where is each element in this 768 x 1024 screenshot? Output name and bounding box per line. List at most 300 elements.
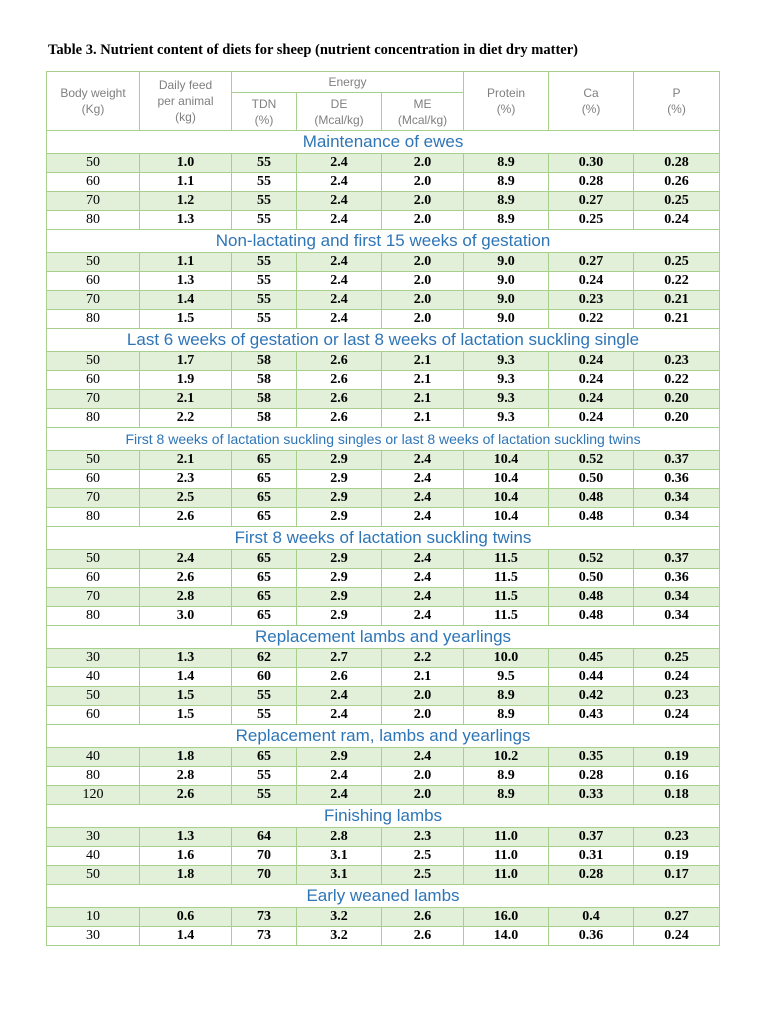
table-cell: 50 [47,352,140,371]
header-line: Body weight [60,86,126,100]
table-cell: 120 [47,786,140,805]
table-cell: 0.52 [549,550,634,569]
col-header-protein [464,72,549,131]
table-cell: 2.6 [382,927,464,946]
table-row [47,211,720,230]
table-cell: 0.34 [634,607,720,626]
table-cell: 2.4 [297,173,382,192]
table-cell: 9.3 [464,409,549,428]
table-cell: 65 [232,470,297,489]
table-cell: 1.4 [140,668,232,687]
header-line: per animal [157,94,214,108]
table-cell: 2.2 [382,649,464,668]
table-cell: 0.35 [549,748,634,767]
col-header-p [634,72,720,131]
table-cell: 0.20 [634,409,720,428]
table-cell: 0.24 [549,272,634,291]
section-row [47,626,720,649]
table-cell: 0.34 [634,508,720,527]
table-cell: 2.9 [297,470,382,489]
table-cell: 1.2 [140,192,232,211]
table-cell: 2.4 [297,154,382,173]
table-cell: 60 [47,706,140,725]
table-cell: 0.21 [634,310,720,329]
table-cell: 30 [47,927,140,946]
table-cell: 1.1 [140,173,232,192]
table-cell: 2.8 [140,767,232,786]
table-cell: 40 [47,748,140,767]
table-row [47,569,720,588]
col-header-de [297,93,382,131]
table-cell: 0.23 [634,828,720,847]
table-cell: 9.3 [464,390,549,409]
table-cell: 2.9 [297,607,382,626]
table-cell: 2.4 [297,310,382,329]
table-cell: 2.1 [382,409,464,428]
header-line: Ca [583,86,599,100]
table-row [47,272,720,291]
col-header-energy [232,72,464,93]
table-row [47,352,720,371]
table-cell: 11.0 [464,828,549,847]
table-cell: 1.4 [140,291,232,310]
table-row [47,310,720,329]
table-cell: 2.4 [382,489,464,508]
table-cell: 2.1 [382,390,464,409]
table-cell: 2.4 [140,550,232,569]
table-cell: 0.34 [634,588,720,607]
table-cell: 73 [232,927,297,946]
table-cell: 2.1 [382,668,464,687]
table-cell: 2.4 [297,767,382,786]
table-cell: 10.4 [464,470,549,489]
section-title: Replacement ram, lambs and yearlings [47,725,720,748]
table-cell: 0.34 [634,489,720,508]
table-cell: 16.0 [464,908,549,927]
table-row [47,668,720,687]
table-cell: 60 [47,470,140,489]
table-row [47,607,720,626]
table-cell: 9.0 [464,291,549,310]
header-line: P [672,86,681,100]
table-cell: 8.9 [464,211,549,230]
table-cell: 9.0 [464,253,549,272]
table-cell: 50 [47,451,140,470]
table-cell: 58 [232,390,297,409]
col-header-daily-feed [140,72,232,131]
section-title: Early weaned lambs [47,885,720,908]
table-cell: 60 [232,668,297,687]
table-cell: 14.0 [464,927,549,946]
table-cell: 30 [47,828,140,847]
table-cell: 8.9 [464,706,549,725]
table-cell: 2.9 [297,569,382,588]
table-cell: 2.4 [382,508,464,527]
table-cell: 70 [47,192,140,211]
table-cell: 0.16 [634,767,720,786]
table-cell: 0.33 [549,786,634,805]
table-row [47,866,720,885]
section-title: First 8 weeks of lactation suckling twins [47,527,720,550]
table-cell: 0.48 [549,607,634,626]
section-title: Non-lactating and first 15 weeks of gestation [47,230,720,253]
table-cell: 0.22 [634,371,720,390]
table-cell: 55 [232,253,297,272]
col-header-tdn [232,93,297,131]
table-cell: 0.37 [549,828,634,847]
table-cell: 40 [47,668,140,687]
table-cell: 55 [232,272,297,291]
table-cell: 60 [47,371,140,390]
table-cell: 1.9 [140,371,232,390]
table-cell: 2.7 [297,649,382,668]
table-cell: 0.43 [549,706,634,725]
section-title: Maintenance of ewes [47,131,720,154]
table-cell: 50 [47,550,140,569]
table-cell: 80 [47,409,140,428]
table-cell: 9.5 [464,668,549,687]
table-cell: 10 [47,908,140,927]
table-cell: 9.0 [464,272,549,291]
table-cell: 0.48 [549,489,634,508]
table-cell: 0.24 [634,668,720,687]
table-row [47,390,720,409]
table-cell: 2.4 [382,550,464,569]
table-row [47,550,720,569]
table-cell: 10.4 [464,489,549,508]
table-cell: 11.0 [464,866,549,885]
table-cell: 0.24 [634,706,720,725]
table-cell: 2.4 [382,748,464,767]
header-line: (Mcal/kg) [314,112,364,127]
table-cell: 0.30 [549,154,634,173]
table-cell: 9.3 [464,352,549,371]
header-line: (%) [254,112,274,127]
table-cell: 0.37 [634,550,720,569]
table-cell: 2.5 [140,489,232,508]
table-cell: 0.44 [549,668,634,687]
table-cell: 0.45 [549,649,634,668]
nutrient-table [46,71,720,946]
table-cell: 1.0 [140,154,232,173]
table-cell: 8.9 [464,687,549,706]
table-cell: 0.23 [634,687,720,706]
table-cell: 0.23 [549,291,634,310]
table-cell: 65 [232,588,297,607]
table-cell: 70 [47,390,140,409]
table-cell: 0.28 [549,173,634,192]
table-cell: 2.0 [382,253,464,272]
table-cell: 50 [47,154,140,173]
table-cell: 10.2 [464,748,549,767]
table-cell: 1.4 [140,927,232,946]
header-line: DE [330,96,348,111]
header-row-1 [47,72,720,93]
table-row [47,687,720,706]
table-cell: 2.4 [297,706,382,725]
table-row [47,748,720,767]
table-cell: 40 [47,847,140,866]
table-cell: 2.4 [382,607,464,626]
table-cell: 55 [232,192,297,211]
table-cell: 3.1 [297,866,382,885]
table-cell: 2.4 [297,253,382,272]
header-line: (%) [667,102,686,116]
section-row [47,885,720,908]
table-cell: 50 [47,253,140,272]
table-cell: 2.5 [382,847,464,866]
table-cell: 55 [232,786,297,805]
table-row [47,253,720,272]
table-row [47,927,720,946]
table-cell: 2.0 [382,706,464,725]
section-title: Finishing lambs [47,805,720,828]
header-line: (%) [581,102,601,116]
table-title: Table 3. Nutrient content of diets for sheep (nutrient concentration in diet dry matter) [48,42,578,58]
table-cell: 0.24 [634,927,720,946]
table-row [47,908,720,927]
header-line: (Mcal/kg) [397,112,448,127]
table-cell: 0.48 [549,508,634,527]
table-row [47,470,720,489]
table-cell: 2.4 [297,291,382,310]
table-cell: 2.3 [140,470,232,489]
table-cell: 0.19 [634,847,720,866]
table-cell: 2.4 [382,569,464,588]
table-cell: 11.0 [464,847,549,866]
header-line: (%) [496,102,516,116]
table-row [47,371,720,390]
table-cell: 3.2 [297,908,382,927]
header-line: (kg) [175,110,196,124]
table-cell: 2.9 [297,451,382,470]
table-cell: 3.2 [297,927,382,946]
table-row [47,706,720,725]
table-cell: 2.0 [382,173,464,192]
table-cell: 0.22 [634,272,720,291]
header-line: Protein [487,86,526,100]
col-header-me [382,93,464,131]
table-cell: 0.23 [634,352,720,371]
table-cell: 2.1 [382,352,464,371]
table-cell: 60 [47,569,140,588]
table-row [47,451,720,470]
table-cell: 0.25 [634,253,720,272]
table-row [47,489,720,508]
table-cell: 1.3 [140,211,232,230]
table-cell: 2.9 [297,489,382,508]
table-cell: 2.6 [140,786,232,805]
table-cell: 2.0 [382,192,464,211]
table-cell: 0.24 [549,409,634,428]
table-cell: 0.28 [634,154,720,173]
table-cell: 65 [232,508,297,527]
table-cell: 1.5 [140,706,232,725]
table-cell: 80 [47,508,140,527]
table-cell: 0.25 [634,192,720,211]
table-cell: 1.7 [140,352,232,371]
table-cell: 65 [232,550,297,569]
table-cell: 2.1 [140,451,232,470]
table-cell: 1.8 [140,748,232,767]
table-cell: 2.2 [140,409,232,428]
table-cell: 2.6 [140,508,232,527]
table-cell: 2.4 [382,588,464,607]
table-cell: 0.17 [634,866,720,885]
table-cell: 0.28 [549,767,634,786]
table-cell: 62 [232,649,297,668]
table-cell: 0.24 [549,390,634,409]
table-cell: 0.27 [634,908,720,927]
table-row [47,588,720,607]
table-cell: 1.5 [140,310,232,329]
header-line: Energy [328,75,367,90]
table-cell: 0.24 [549,352,634,371]
section-row [47,725,720,748]
section-row [47,230,720,253]
table-cell: 8.9 [464,192,549,211]
table-cell: 2.8 [140,588,232,607]
table-cell: 2.0 [382,786,464,805]
table-cell: 2.0 [382,310,464,329]
table-cell: 0.27 [549,253,634,272]
table-cell: 11.5 [464,550,549,569]
table-cell: 0.50 [549,470,634,489]
table-cell: 2.5 [382,866,464,885]
table-cell: 2.4 [297,192,382,211]
table-cell: 2.8 [297,828,382,847]
table-cell: 70 [47,489,140,508]
table-cell: 70 [232,847,297,866]
table-cell: 2.0 [382,767,464,786]
table-cell: 11.5 [464,569,549,588]
table-cell: 2.3 [382,828,464,847]
table-cell: 8.9 [464,786,549,805]
table-cell: 0.6 [140,908,232,927]
table-cell: 55 [232,706,297,725]
table-row [47,508,720,527]
table-row [47,847,720,866]
table-cell: 2.4 [297,786,382,805]
table-cell: 0.19 [634,748,720,767]
table-cell: 55 [232,310,297,329]
table-row [47,291,720,310]
table-cell: 0.24 [634,211,720,230]
table-cell: 0.52 [549,451,634,470]
table-cell: 55 [232,211,297,230]
table-cell: 0.36 [634,470,720,489]
table-cell: 2.4 [297,272,382,291]
table-cell: 11.5 [464,588,549,607]
col-header-ca [549,72,634,131]
section-row [47,805,720,828]
table-cell: 1.3 [140,272,232,291]
table-cell: 2.4 [297,687,382,706]
table-cell: 55 [232,687,297,706]
table-cell: 64 [232,828,297,847]
table-cell: 60 [47,272,140,291]
table-cell: 30 [47,649,140,668]
table-row [47,154,720,173]
table-cell: 0.24 [549,371,634,390]
section-title: First 8 weeks of lactation suckling singles or last 8 weeks of lactation suckling twins [47,428,720,451]
table-cell: 10.0 [464,649,549,668]
table-cell: 2.6 [297,409,382,428]
table-row [47,786,720,805]
table-cell: 1.6 [140,847,232,866]
table-cell: 0.21 [634,291,720,310]
table-cell: 65 [232,748,297,767]
table-cell: 9.0 [464,310,549,329]
table-cell: 2.0 [382,687,464,706]
table-cell: 11.5 [464,607,549,626]
table-cell: 2.0 [382,272,464,291]
table-cell: 55 [232,173,297,192]
table-cell: 8.9 [464,767,549,786]
table-cell: 73 [232,908,297,927]
section-row [47,131,720,154]
table-cell: 0.48 [549,588,634,607]
table-cell: 0.4 [549,908,634,927]
table-row [47,649,720,668]
table-row [47,409,720,428]
table-cell: 65 [232,607,297,626]
table-cell: 0.36 [634,569,720,588]
table-cell: 58 [232,409,297,428]
table-cell: 2.0 [382,211,464,230]
table-cell: 0.18 [634,786,720,805]
section-title: Last 6 weeks of gestation or last 8 weeks of lactation suckling single [47,329,720,352]
table-cell: 55 [232,291,297,310]
table-cell: 9.3 [464,371,549,390]
table-cell: 2.6 [297,668,382,687]
table-cell: 0.36 [549,927,634,946]
table-cell: 3.0 [140,607,232,626]
table-cell: 2.6 [140,569,232,588]
table-cell: 80 [47,607,140,626]
table-cell: 1.8 [140,866,232,885]
header-line: TDN [251,96,277,111]
header-line: Daily feed [158,78,213,92]
table-cell: 0.50 [549,569,634,588]
table-cell: 0.28 [549,866,634,885]
table-cell: 0.31 [549,847,634,866]
table-cell: 0.22 [549,310,634,329]
table-cell: 58 [232,371,297,390]
table-cell: 1.5 [140,687,232,706]
table-cell: 1.3 [140,828,232,847]
table-cell: 70 [232,866,297,885]
table-cell: 0.25 [634,649,720,668]
col-header-body-weight [47,72,140,131]
table-cell: 1.3 [140,649,232,668]
table-cell: 65 [232,569,297,588]
table-row [47,192,720,211]
table-cell: 65 [232,451,297,470]
table-cell: 0.42 [549,687,634,706]
table-cell: 2.0 [382,291,464,310]
table-cell: 2.4 [382,470,464,489]
table-cell: 2.1 [140,390,232,409]
section-row [47,428,720,451]
table-cell: 2.9 [297,508,382,527]
header-line: ME [413,96,432,111]
table-cell: 2.6 [297,371,382,390]
table-cell: 2.6 [297,352,382,371]
table-cell: 0.25 [549,211,634,230]
table-cell: 2.9 [297,550,382,569]
table-cell: 55 [232,154,297,173]
